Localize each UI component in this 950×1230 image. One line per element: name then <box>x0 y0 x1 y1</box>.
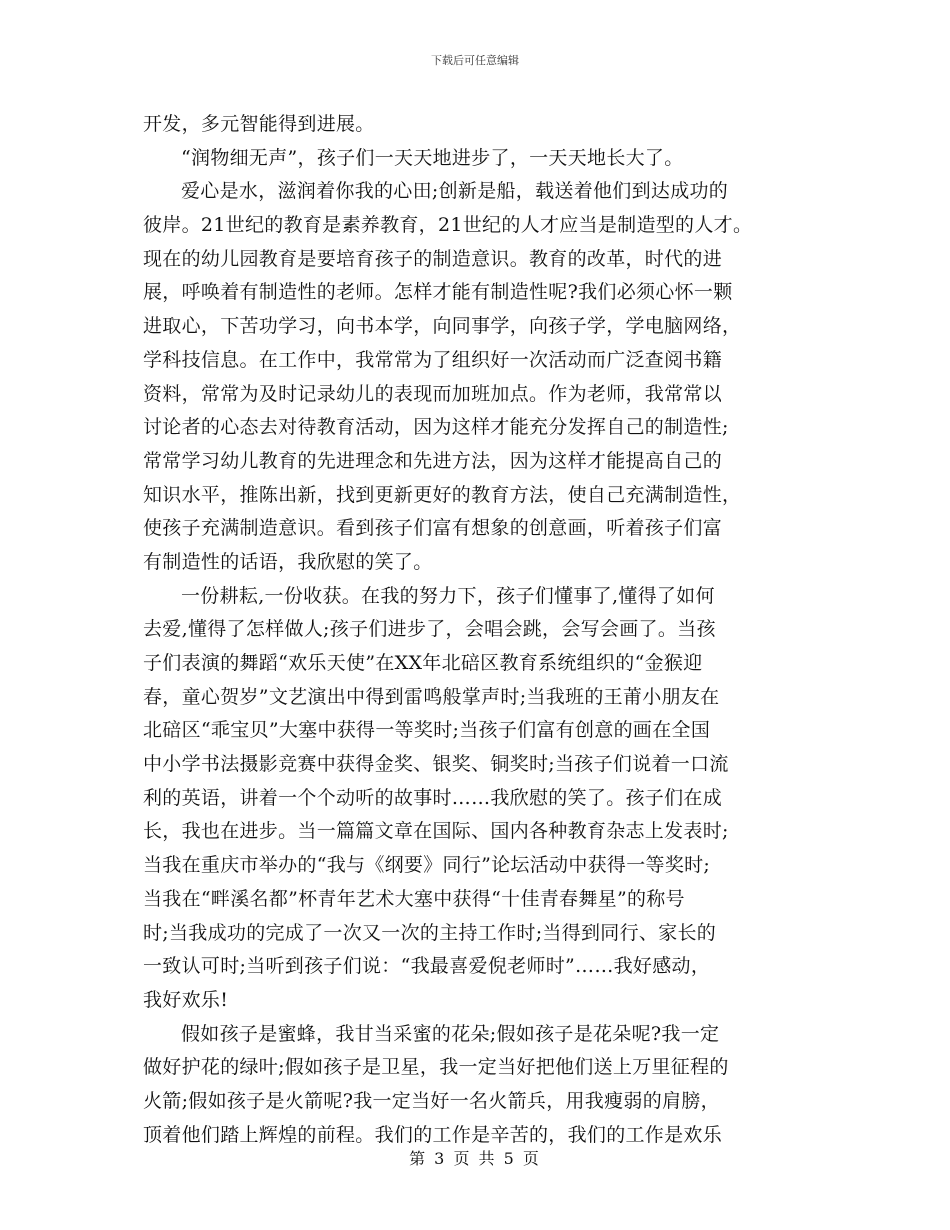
text-line: 现在的幼儿园教育是要培育孩子的制造意识。教育的改革，时代的进 <box>143 247 723 270</box>
page-header: 下载后可任意编辑 <box>431 54 519 67</box>
text-line: 学科技信息。在工作中，我常常为了组织好一次活动而广泛查阅书籍 <box>143 348 723 371</box>
text-line: 有制造性的话语，我欣慰的笑了。 <box>143 550 433 573</box>
text-line: 彼岸。21世纪的教育是素养教育，21世纪的人才应当是制造型的人才。 <box>143 214 753 237</box>
text-line: 知识水平，推陈出新，找到更新更好的教育方法，使自己充满制造性， <box>143 483 742 506</box>
text-line: 讨论者的心态去对待教育活动，因为这样才能充分发挥自己的制造性; <box>143 416 729 439</box>
text-line: 子们表演的舞蹈“欢乐天使”在XX年北碚区教育系统组织的“金猴迎 <box>143 652 703 674</box>
text-line: 展，呼唤着有制造性的老师。怎样才能有制造性呢?我们必须心怀一颗 <box>143 281 733 304</box>
text-line: 中小学书法摄影竞赛中获得金奖、银奖、铜奖时;当孩子们说着一口流 <box>143 753 729 776</box>
text-line: 资料，常常为及时记录幼儿的表现而加班加点。作为老师，我常常以 <box>143 382 723 405</box>
text-line: 一份耕耘,一份收获。在我的努力下，孩子们懂事了,懂得了如何 <box>181 584 715 607</box>
text-line: 开发，多元智能得到进展。 <box>143 113 375 135</box>
text-line: 常常学习幼儿教育的先进理念和先进方法，因为这样才能提高自己的 <box>143 449 723 472</box>
text-line: 时;当我成功的完成了一次又一次的主持工作时;当得到同行、家长的 <box>143 921 717 944</box>
document-body <box>143 108 813 1152</box>
text-line: 进取心，下苦功学习，向书本学，向同事学，向孩子学，学电脑网络， <box>143 315 742 338</box>
text-line: 爱心是水，滋润着你我的心田;创新是船，载送着他们到达成功的 <box>181 180 729 203</box>
text-line: 长，我也在进步。当一篇篇文章在国际、国内各种教育杂志上发表时; <box>143 820 729 843</box>
page-number-footer: 第 3 页 共 5 页 <box>409 1149 541 1168</box>
text-line: 我好欢乐! <box>143 988 229 1011</box>
text-line: 顶着他们踏上辉煌的前程。我们的工作是辛苦的，我们的工作是欢乐 <box>143 1123 723 1146</box>
text-line: 假如孩子是蜜蜂，我甘当采蜜的花朵;假如孩子是花朵呢?我一定 <box>181 1022 720 1045</box>
text-line: 当我在重庆市举办的“我与《纲要》同行”论坛活动中获得一等奖时; <box>143 854 711 877</box>
text-line: 火箭;假如孩子是火箭呢?我一定当好一名火箭兵，用我瘦弱的肩膀， <box>143 1089 720 1112</box>
text-line: 北碚区“乖宝贝”大塞中获得一等奖时;当孩子们富有创意的画在全国 <box>143 719 711 742</box>
text-line: 当我在“畔溪名都”杯青年艺术大塞中获得“十佳青春舞星”的称号 <box>143 887 685 910</box>
text-line: “润物细无声”，孩子们一天天地进步了，一天天地长大了。 <box>181 146 684 169</box>
text-line: 春，童心贺岁”文艺演出中得到雷鸣般掌声时;当我班的王莆小朋友在 <box>143 685 720 708</box>
text-line: 做好护花的绿叶;假如孩子是卫星，我一定当好把他们送上万里征程的 <box>143 1056 729 1079</box>
text-line: 利的英语，讲着一个个动听的故事时……我欣慰的笑了。孩子们在成 <box>143 786 723 809</box>
text-line: 去爱,懂得了怎样做人;孩子们进步了，会唱会跳，会写会画了。当孩 <box>143 618 716 641</box>
text-line: 一致认可时;当听到孩子们说：“我最喜爱倪老师时”……我好感动， <box>143 955 711 978</box>
text-line: 使孩子充满制造意识。看到孩子们富有想象的创意画，听着孩子们富 <box>143 517 723 540</box>
